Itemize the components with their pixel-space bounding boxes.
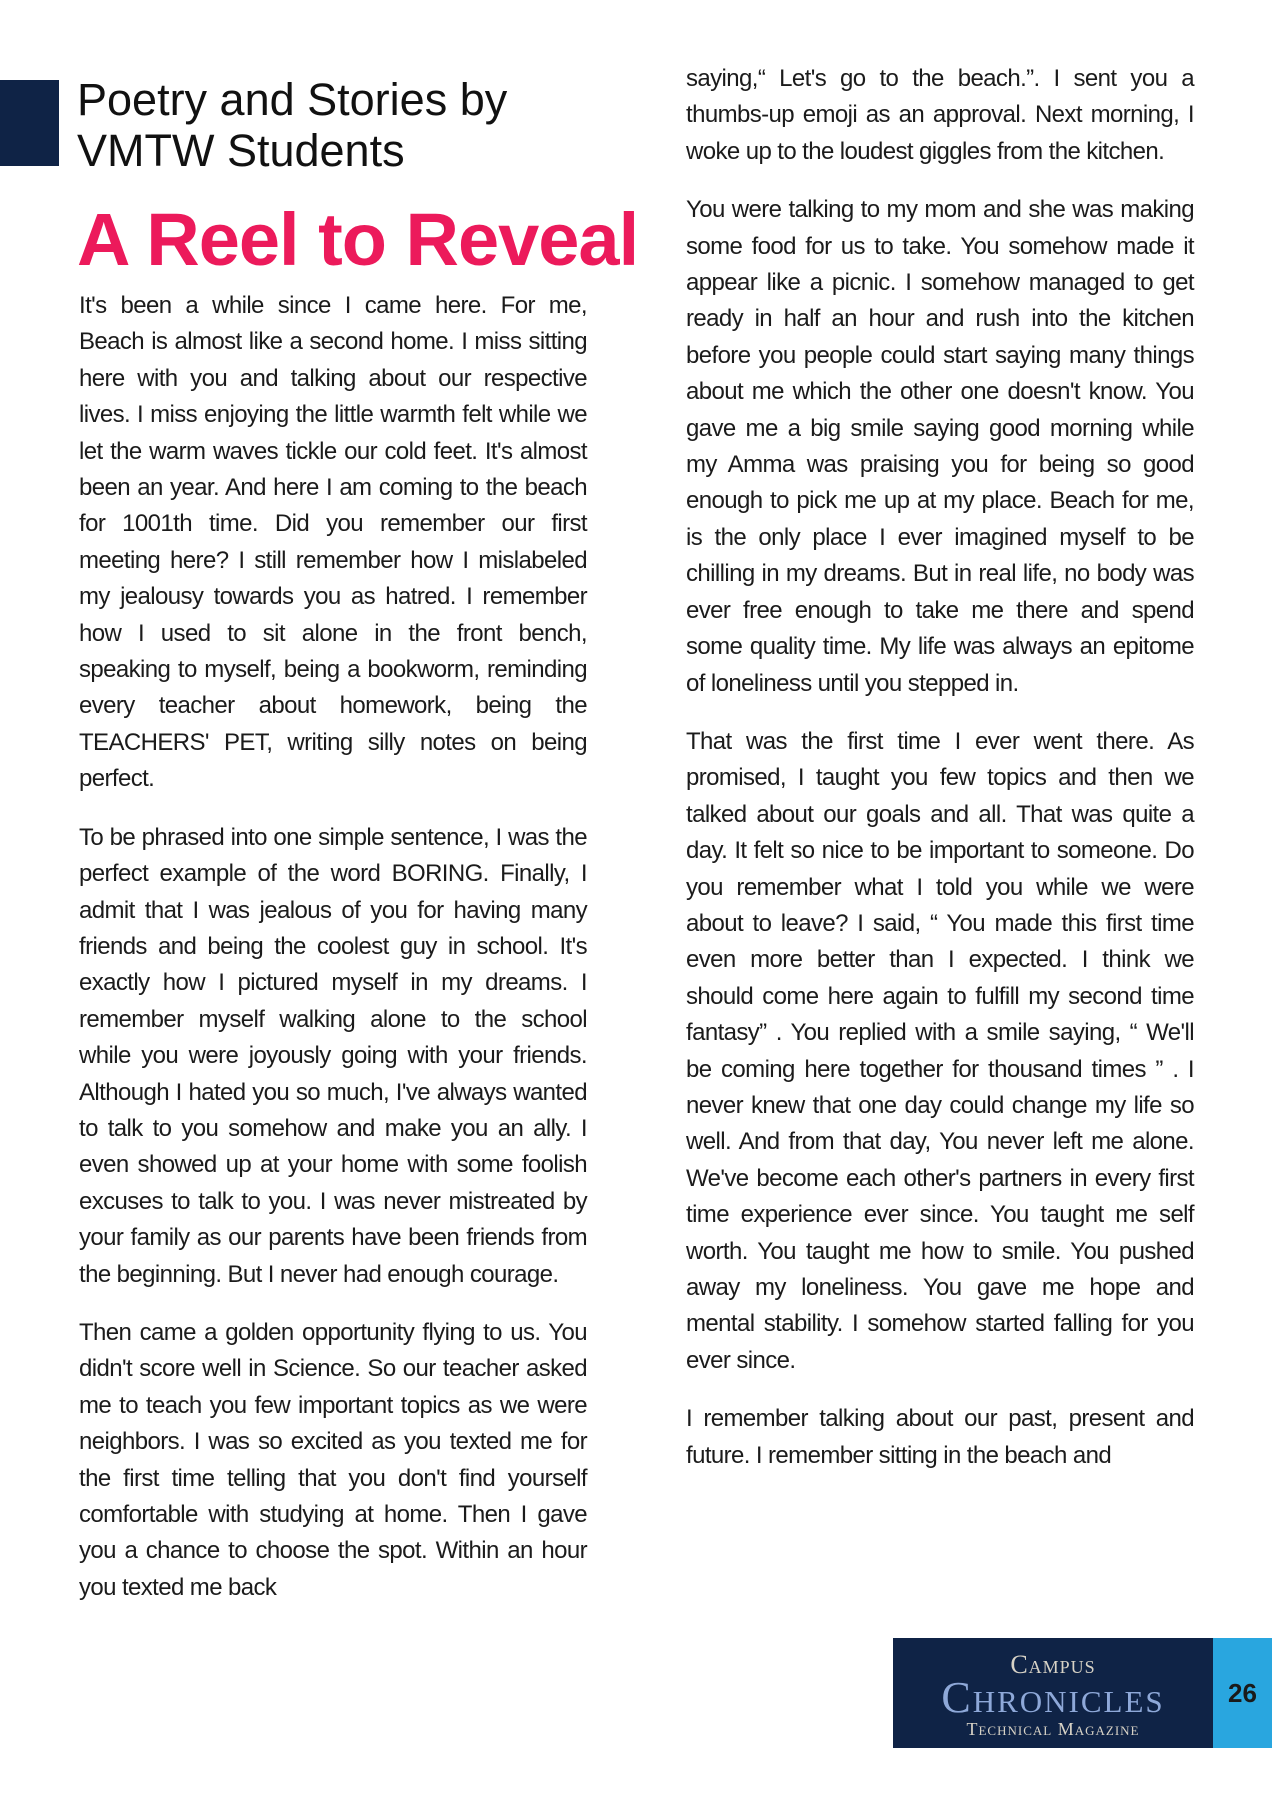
article-headline: A Reel to Reveal bbox=[77, 198, 639, 281]
section-title-line2: VMTW Students bbox=[77, 125, 405, 176]
article-column-right bbox=[686, 61, 1194, 1496]
paragraph: Then came a golden opportunity flying to us. You didn't score well in Science. So our teacher asked me to teach you few important topics as we were neighbors. I was so excited as you texted me for the first time telling that you don't find yourself comfortable with studying at home. Then I gave you a chance to choose the spot. Within an hour you texted me back bbox=[79, 1318, 587, 1601]
logo-line-chronicles: Chronicles bbox=[941, 1673, 1165, 1722]
page-number: 26 bbox=[1213, 1638, 1272, 1748]
section-accent-bar bbox=[0, 80, 59, 166]
logo-line-campus: Campus bbox=[1010, 1650, 1096, 1679]
paragraph: To be phrased into one simple sentence, I was the perfect example of the word BORING. Finally, I admit that I was jealous of you for having many friends and being the coolest guy in school. It's exactly how I pictured myself in my dreams. I remember myself walking alone to the school while you were joyously going with your friends. Although I hated you so much, I've always wanted to talk to you somehow and make you an ally. I even showed up at your home with some foolish excuses to talk to you. I was never mistreated by your family as our parents have been friends from the beginning. But I never had enough courage. bbox=[79, 823, 587, 1288]
paragraph: saying,“ Let's go to the beach.”. I sent you a thumbs-up emoji as an approval. Next morning, I woke up to the loudest giggles from the kitchen. bbox=[686, 65, 1194, 165]
magazine-logo bbox=[893, 1638, 1213, 1748]
paragraph: That was the first time I ever went there. As promised, I taught you few topics and then we talked about our goals and all. That was quite a day. It felt so nice to be important to someone. Do you remember what I told you while we were about to leave? I said, “ You made this first time even more better than I expected. I think we should come here again to fulfill my second time fantasy” . You replied with a smile saying, “ We'll be coming here together for thousand times ” . I never knew that one day could change my life so well. And from that day, You never left me alone. We've become each other's partners in every first time experience ever since. You taught me self worth. You taught me how to smile. You pushed away my loneliness. You gave me hope and mental stability. I somehow started falling for you ever since. bbox=[686, 727, 1194, 1374]
article-column-left bbox=[79, 288, 587, 1628]
section-title-line1: Poetry and Stories by bbox=[77, 74, 508, 125]
section-title bbox=[77, 74, 597, 176]
logo-line-technical-magazine: Technical Magazine bbox=[966, 1719, 1140, 1739]
paragraph: You were talking to my mom and she was making some food for us to take. You somehow made it appear like a picnic. I somehow managed to get ready in half an hour and rush into the kitchen before you people could start saying many things about me which the other one doesn't know. You gave me a big smile saying good morning while my Amma was praising you for being so good enough to pick me up at my place. Beach for me, is the only place I ever imagined myself to be chilling in my dreams. But in real life, no body was ever free enough to take me there and spend some quality time. My life was always an epitome of loneliness until you stepped in. bbox=[686, 196, 1194, 697]
paragraph: It's been a while since I came here. For me, Beach is almost like a second home. I miss sitting here with you and talking about our respective lives. I miss enjoying the little warmth felt while we let the warm waves tickle our cold feet. It's almost been an year. And here I am coming to the beach for 1001th time. Did you remember our first meeting here? I still remember how I mislabeled my jealousy towards you as hatred. I remember how I used to sit alone in the front bench, speaking to myself, being a bookworm, reminding every teacher about homework, being the TEACHERS' PET, writing silly notes on being perfect. bbox=[79, 292, 587, 793]
paragraph: I remember talking about our past, present and future. I remember sitting in the beach and bbox=[686, 1405, 1194, 1469]
